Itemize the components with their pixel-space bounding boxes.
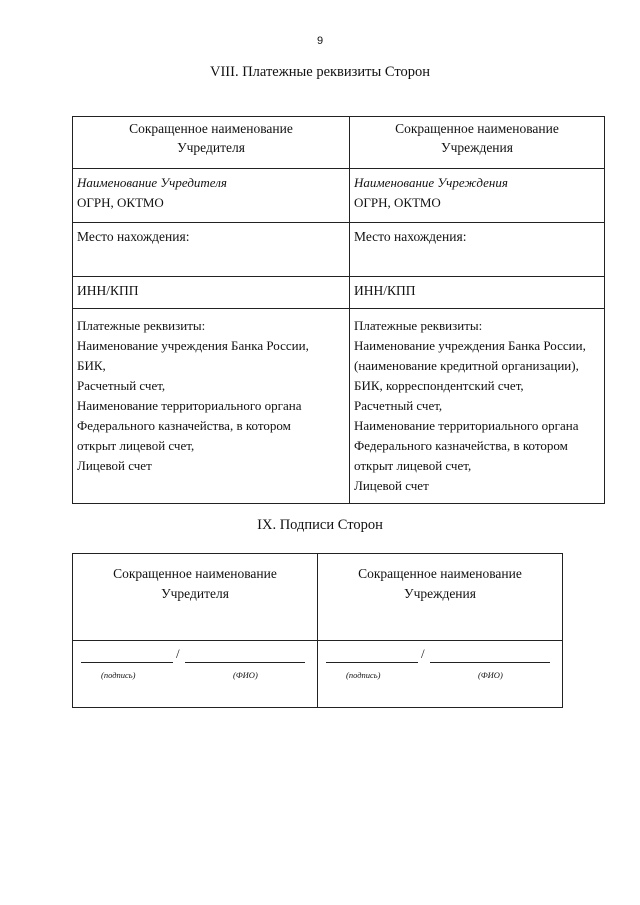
institution-inn: ИНН/КПП [350,277,605,309]
founder-inn: ИНН/КПП [73,277,350,309]
payment-line: БИК, корреспондентский счет, [354,378,524,393]
institution-signature-header [318,554,563,641]
payment-line: Лицевой счет [77,458,152,473]
name-caption: (ФИО) [478,670,503,680]
signature-caption: (подпись) [346,670,381,680]
founder-location: Место нахождения: [73,223,350,277]
founder-payment-cell [73,309,350,504]
payment-line: Федерального казначейства, в котором [354,438,568,453]
founder-signature-header [73,554,318,641]
signature-caption: (подпись) [101,670,136,680]
payment-line: Лицевой счет [354,478,429,493]
payment-line: открыт лицевой счет, [354,458,472,473]
institution-header-line: Учреждения [404,586,476,601]
name-line [430,662,550,663]
institution-header-line: Сокращенное наименование [395,121,559,136]
founder-signature-cell [73,641,318,708]
founder-ogrn: ОГРН, ОКТМО [77,195,164,210]
section-8-title: VIII. Платежные реквизиты Сторон [210,64,430,80]
section-9-title: IX. Подписи Сторон [257,517,383,533]
payment-line: Наименование территориального органа [77,398,302,413]
payment-line: БИК, [77,358,106,373]
signatures-table [72,553,563,708]
payment-line: Платежные реквизиты: [77,318,206,333]
institution-signature-cell [318,641,563,708]
table-row [73,277,605,309]
founder-signature-area [81,646,306,686]
payment-details-table [72,116,605,504]
table-row [73,117,605,169]
separator-slash: / [421,646,425,661]
institution-name-cell [350,169,605,223]
institution-ogrn: ОГРН, ОКТМО [354,195,441,210]
page-number: 9 [316,35,324,47]
institution-name: Наименование Учреждения [354,175,508,190]
payment-line: открыт лицевой счет, [77,438,195,453]
payment-line: Расчетный счет, [354,398,443,413]
payment-line: Расчетный счет, [77,378,166,393]
payment-line: Платежные реквизиты: [354,318,483,333]
signature-line [326,662,418,663]
founder-header-line: Учредителя [161,586,229,601]
table-row [73,554,563,641]
institution-header-line: Учреждения [441,140,513,155]
institution-header-line: Сокращенное наименование [358,566,522,581]
institution-signature-area [326,646,551,686]
signature-line [81,662,173,663]
founder-header-cell [73,117,350,169]
payment-line: Наименование учреждения Банка России, [354,338,586,353]
institution-location: Место нахождения: [350,223,605,277]
founder-header-line: Учредителя [177,140,245,155]
name-line [185,662,305,663]
founder-name: Наименование Учредителя [77,175,227,190]
institution-payment-cell [350,309,605,504]
name-caption: (ФИО) [233,670,258,680]
founder-header-line: Сокращенное наименование [113,566,277,581]
table-row [73,309,605,504]
founder-header-line: Сокращенное наименование [129,121,293,136]
table-row [73,223,605,277]
institution-header-cell [350,117,605,169]
payment-line: Наименование территориального органа [354,418,579,433]
table-row [73,641,563,708]
founder-name-cell [73,169,350,223]
payment-line: (наименование кредитной организации), [354,358,579,373]
table-row [73,169,605,223]
payment-line: Федерального казначейства, в котором [77,418,291,433]
payment-line: Наименование учреждения Банка России, [77,338,309,353]
separator-slash: / [176,646,180,661]
